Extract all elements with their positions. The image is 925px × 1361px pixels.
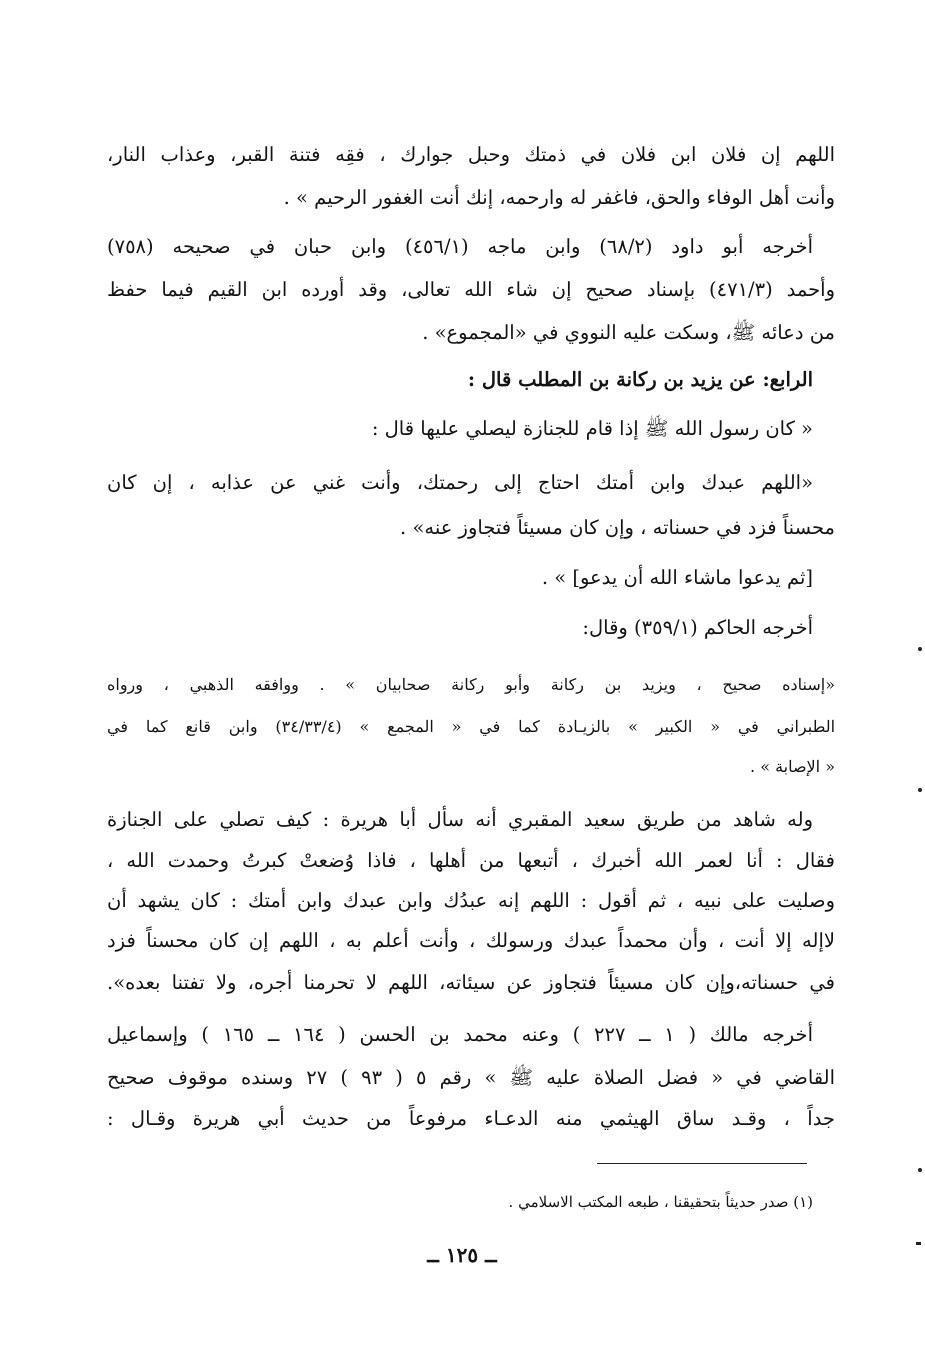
- text-line: لاإله إلا أنت ، وأن محمداً عبدك ورسولك ، وأنت أعلم به ، اللهم إن كان محسناً فزد: [107, 929, 835, 952]
- text-line: جداً ، وقـد ساق الهيثمي منه الدعـاء مرفوعاً من حديث أبي هريرة وقـال :: [107, 1107, 835, 1130]
- text-line: وأحمد (٤٧١/٣) بإسناد صحيح إن شاء الله تعالى، وقد أورده ابن القيم فيما حفظ: [107, 278, 835, 301]
- text-line: وصليت على نبيه ، ثم أقول : اللهم إنه عبدُك وابن عبدك وابن أمتك : كان يشهد أن: [107, 889, 835, 912]
- scan-mark: [918, 1168, 922, 1172]
- text-line: «اللهم عبدك وابن أمتك احتاج إلى رحمتك، وأنت غني عن عذابه ، إن كان: [107, 471, 813, 494]
- text-line: أخرجه مالك ( ١ ــ ٢٢٧ ) وعنه محمد بن الحسن ( ١٦٤ ــ ١٦٥ ) وإسماعيل: [107, 1023, 813, 1046]
- scan-mark: [918, 647, 922, 651]
- text-line: «إسناده صحيح ، ويزيد بن ركانة وأبو ركانة صحابيان » . ووافقه الذهبي ، ورواه: [107, 675, 835, 694]
- scan-mark: [918, 788, 922, 792]
- text-line: الطبراني في « الكبير » بالزيـادة كما في « المجمع » (٣٤/٣٣/٤) وابن قانع كما في: [107, 717, 835, 736]
- text-line: وأنت أهل الوفاء والحق، فاغفر له وارحمه، إنك أنت الغفور الرحيم » .: [283, 186, 835, 209]
- page-number: ــ ١٢٥ ــ: [427, 1243, 497, 1267]
- text-line: « الإصابة » .: [750, 757, 835, 776]
- text-line: أخرجه الحاكم (٣٥٩/١) وقال:: [582, 616, 813, 639]
- text-line: « كان رسول الله ﷺ إذا قام للجنازة ليصلي عليها قال :: [371, 417, 813, 440]
- text-line: من دعائه ﷺ، وسكت عليه النووي في «المجموع» .: [422, 321, 835, 344]
- text-line: اللهم إن فلان ابن فلان في ذمتك وحبل جوارك ، فقِه فتنة القبر، وعذاب النار،: [107, 143, 835, 166]
- text-line: وله شاهد من طريق سعيد المقبري أنه سأل أبا هريرة : كيف تصلي على الجنازة: [107, 808, 813, 831]
- scan-mark: [916, 1242, 921, 1245]
- text-line: القاضي في « فضل الصلاة عليه ﷺ » رقم ٥ ( ٩٣ ) ٢٧ وسنده موقوف صحيح: [107, 1066, 835, 1089]
- text-line: محسناً فزد في حسناته ، وإن كان مسيئاً فتجاوز عنه» .: [400, 516, 835, 539]
- text-line: [ثم يدعوا ماشاء الله أن يدعو] » .: [541, 566, 813, 589]
- section-heading: الرابع: عن يزيد بن ركانة بن المطلب قال :: [467, 368, 813, 391]
- text-line: أخرجه أبو داود (٦٨/٢) وابن ماجه (٤٥٦/١) وابن حبان في صحيحه (٧٥٨): [107, 235, 813, 258]
- footnote-separator: [597, 1163, 807, 1164]
- footnote: (١) صدر حديثاً بتحقيقنا ، طبعه المكتب الاسلامي .: [508, 1193, 813, 1211]
- text-line: في حسناته،وإن كان مسيئاً فتجاوز عن سيئاته، اللهم لا تحرمنا أجره، ولا تفتنا بعده».: [107, 971, 835, 994]
- text-line: فقال : أنا لعمر الله أخبرك ، أتبعها من أهلها ، فاذا وُضعتْ كبرتُ وحمدت الله ،: [107, 849, 835, 872]
